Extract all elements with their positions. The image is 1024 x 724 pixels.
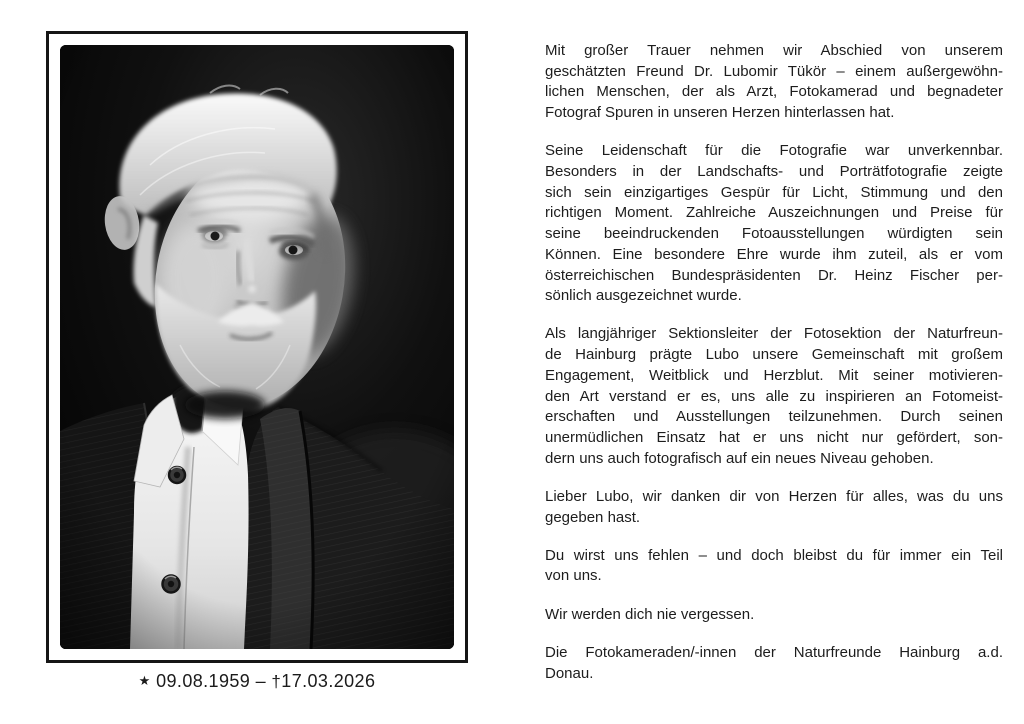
- memorial-paragraph: [545, 324, 1003, 469]
- memorial-text-line: österreichischen Bundespräsidenten Dr. Heinz Fischer per-: [545, 266, 1003, 284]
- memorial-text-line: den Art verstand er es, uns alle zu inspirieren an Fotomeist-: [545, 387, 1003, 405]
- memorial-paragraph: [545, 643, 1003, 684]
- memorial-text-line: sönlich ausgezeichnet wurde.: [545, 287, 742, 305]
- memorial-text-line: seine beeindruckenden Fotoausstellungen würdigten sein: [545, 225, 1003, 243]
- memorial-paragraph: [545, 605, 1003, 626]
- memorial-text-line: Seine Leidenschaft für die Fotografie war unverkennbar.: [545, 142, 1003, 160]
- memorial-paragraph: [545, 41, 1003, 124]
- memorial-text-line: lichen Menschen, der als Arzt, Fotokamerad und begnadeter: [545, 83, 1003, 101]
- memorial-text-line: dern uns auch fotografisch auf ein neues Niveau gehoben.: [545, 449, 934, 467]
- memorial-photo-frame: [46, 31, 468, 663]
- portrait-photo: [60, 45, 454, 649]
- death-cross-icon: †: [271, 672, 282, 691]
- birth-star-icon: ★: [138, 673, 151, 688]
- life-dates: [46, 671, 468, 692]
- memorial-text: [545, 41, 1003, 684]
- memorial-text-line: von uns.: [545, 567, 602, 585]
- memorial-text-line: Du wirst uns fehlen – und doch bleibst du für immer ein Teil: [545, 546, 1003, 564]
- memorial-text-line: Engagement, Weitblick und Herzblut. Mit seiner motivieren-: [545, 366, 1003, 384]
- birth-date: 09.08.1959: [156, 671, 251, 691]
- memorial-text-line: Können. Eine besondere Ehre wurde ihm zuteil, als er vom: [545, 245, 1003, 263]
- memorial-paragraph: [545, 487, 1003, 528]
- memorial-text-line: Fotograf Spuren in unseren Herzen hinterlassen hat.: [545, 104, 895, 122]
- memorial-paragraph: [545, 546, 1003, 587]
- memorial-text-line: unermüdlichen Einsatz hat er uns nicht nur gefördert, son-: [545, 428, 1003, 446]
- memorial-text-line: richtigen Moment. Zahlreiche Auszeichnungen und Preise für: [545, 204, 1003, 222]
- memorial-text-line: de Hainburg prägte Lubo unsere Gemeinschaft mit großem: [545, 346, 1003, 364]
- death-date: 17.03.2026: [281, 671, 376, 691]
- memorial-paragraph: [545, 141, 1003, 307]
- dates-separator: –: [255, 671, 267, 691]
- memorial-text-line: Besonders in der Landschafts- und Porträtfotografie zeigte: [545, 163, 1003, 181]
- memorial-text-line: Als langjähriger Sektionsleiter der Fotosektion der Naturfreun-: [545, 325, 1003, 343]
- memorial-text-line: gegeben hast.: [545, 508, 641, 526]
- portrait-photo-illustration: [60, 45, 454, 649]
- memorial-text-line: Wir werden dich nie vergessen.: [545, 605, 755, 623]
- memorial-text-line: geschätzten Freund Dr. Lubomir Tükör – einem außergewöhn-: [545, 62, 1003, 80]
- memorial-text-line: Donau.: [545, 664, 594, 682]
- memorial-text-line: Mit großer Trauer nehmen wir Abschied von unserem: [545, 42, 1003, 59]
- memorial-text-line: Lieber Lubo, wir danken dir von Herzen für alles, was du uns: [545, 487, 1003, 505]
- memorial-text-line: Die Fotokameraden/-innen der Naturfreunde Hainburg a.d.: [545, 643, 1003, 661]
- memorial-text-line: erschaften und Ausstellungen teilzunehmen. Durch seinen: [545, 408, 1003, 426]
- memorial-text-line: sich sein einzigartiges Gespür für Licht, Stimmung und den: [545, 183, 1003, 201]
